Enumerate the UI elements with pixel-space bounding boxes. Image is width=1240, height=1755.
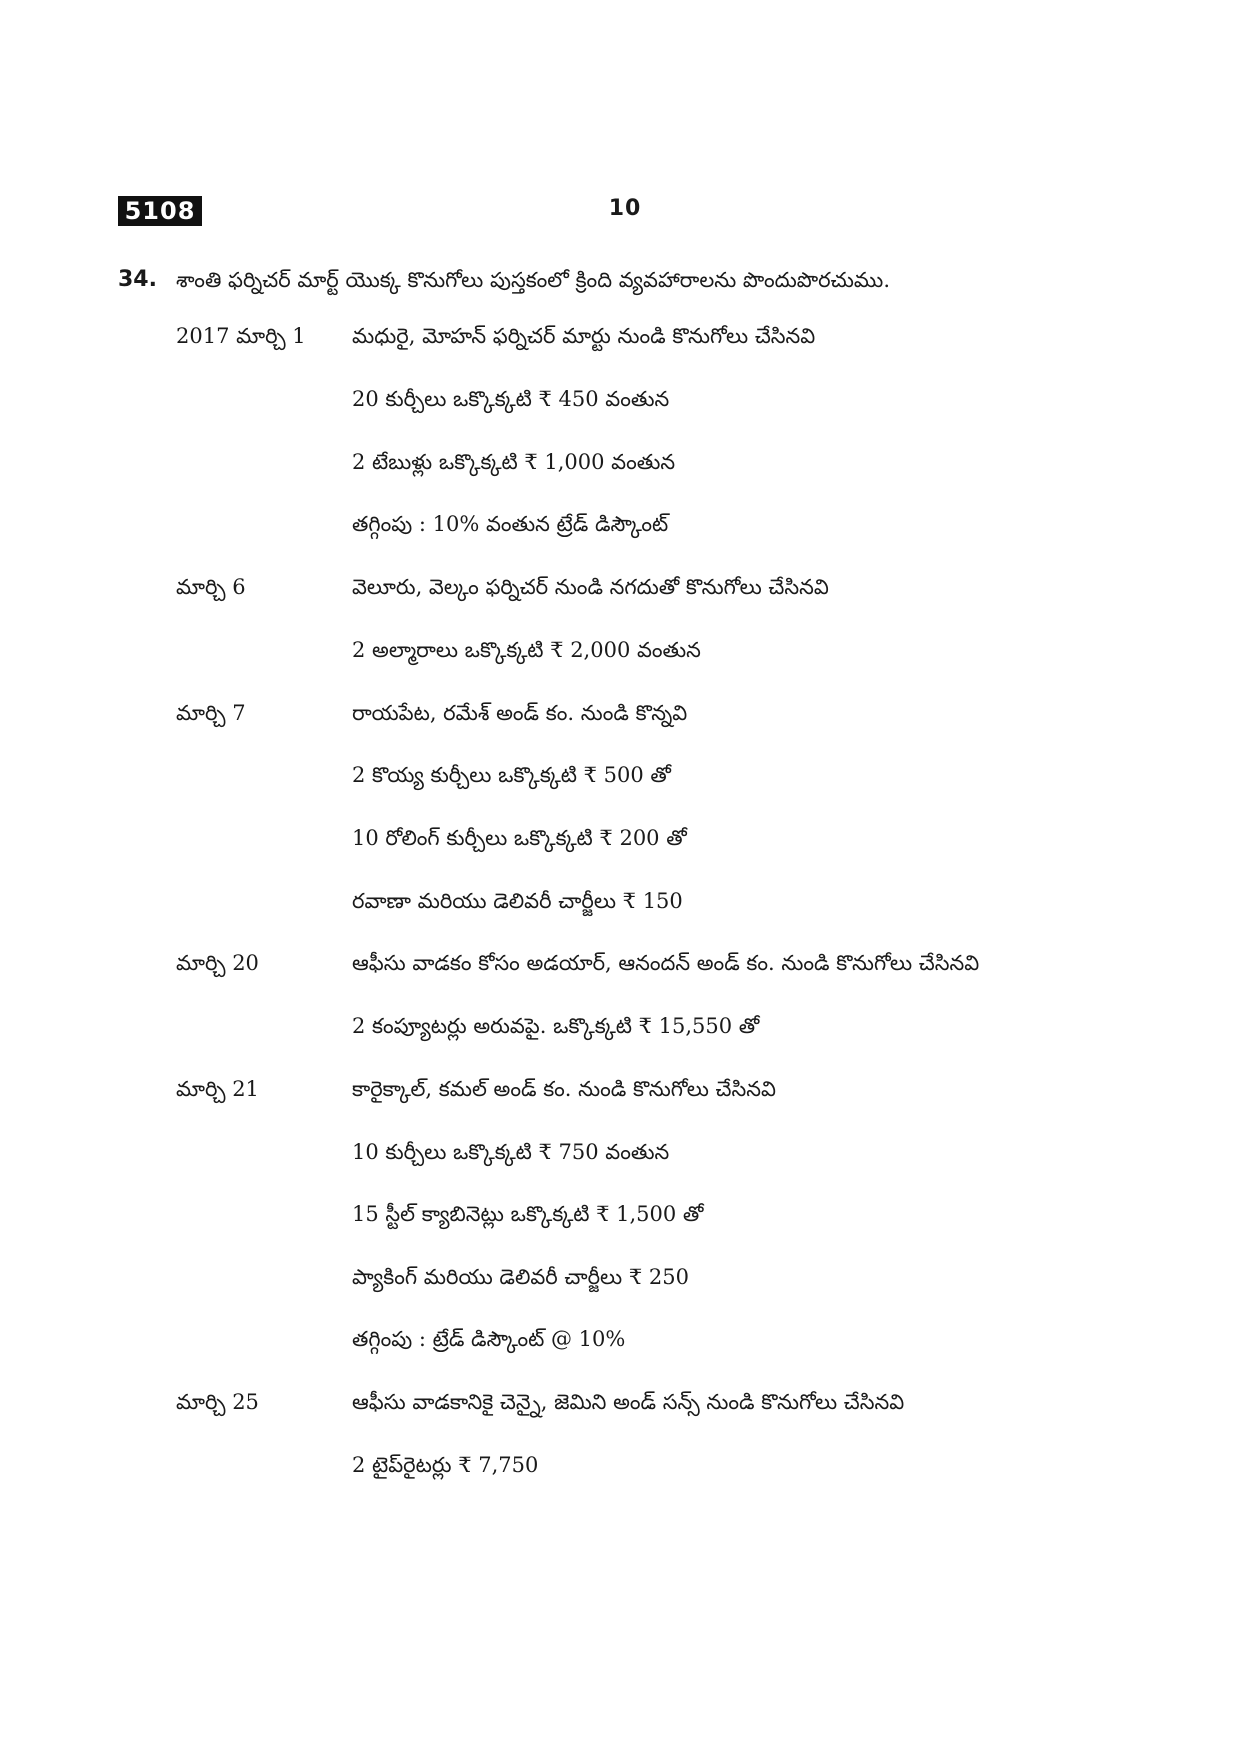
entry-line: తగ్గింపు : 10% వంతున ట్రేడ్ డిస్కౌంట్ [352,512,669,536]
page-number: 10 [608,196,642,221]
entry-line: వెలూరు, వెల్కం ఫర్నిచర్ నుండి నగదుతో కొనుగోలు చేసినవి [352,575,829,599]
entry-line: ప్యాకింగ్ మరియు డెలివరీ చార్జీలు ₹ 250 [352,1265,689,1289]
entry-line: 2 టైప్‌రైటర్లు ₹ 7,750 [352,1453,539,1477]
question-number: 34. [118,267,157,292]
entry-line: 2 కంప్యూటర్లు అరువపై. ఒక్కొక్కటి ₹ 15,550 తో [352,1014,760,1038]
entry-line: రవాణా మరియు డెలివరీ చార్జీలు ₹ 150 [352,889,683,913]
entry-date: మార్చి 25 [176,1390,259,1414]
entry-line: 2 అల్మారాలు ఒక్కొక్కటి ₹ 2,000 వంతున [352,638,701,662]
entry-line: రాయపేట, రమేశ్ అండ్ కం. నుండి కొన్నవి [352,701,688,725]
entry-line: 2 టేబుళ్లు ఒక్కొక్కటి ₹ 1,000 వంతున [352,450,676,474]
entry-date: మార్చి 21 [176,1077,259,1101]
entry-date: మార్చి 7 [176,701,246,725]
entry-line: కారైక్కాల్, కమల్ అండ్ కం. నుండి కొనుగోలు చేసినవి [352,1077,776,1101]
entry-date: మార్చి 6 [176,575,246,599]
paper-code-box: 5108 [118,196,202,226]
entry-date: మార్చి 20 [176,951,259,975]
entry-line: ఆఫీసు వాడకానికై చెన్నై, జెమిని అండ్ సన్స్ నుండి కొనుగోలు చేసినవి [352,1390,905,1414]
entry-line: 20 కుర్చీలు ఒక్కొక్కటి ₹ 450 వంతున [352,387,670,411]
entry-date: 2017 మార్చి 1 [176,324,306,348]
entry-line: మధురై, మోహన్ ఫర్నిచర్ మార్టు నుండి కొనుగోలు చేసినవి [352,324,816,348]
entry-line: 10 రోలింగ్ కుర్చీలు ఒక్కొక్కటి ₹ 200 తో [352,826,687,850]
entry-line: 10 కుర్చీలు ఒక్కొక్కటి ₹ 750 వంతున [352,1140,670,1164]
entry-line: 2 కొయ్య కుర్చీలు ఒక్కొక్కటి ₹ 500 తో [352,763,671,787]
entry-line: ఆఫీసు వాడకం కోసం అడయార్, ఆనందన్ అండ్ కం. నుండి కొనుగోలు చేసినవి [352,951,980,975]
entry-line: 15 స్టీల్ క్యాబినెట్లు ఒక్కొక్కటి ₹ 1,500 తో [352,1202,704,1226]
question-text: శాంతి ఫర్నిచర్ మార్ట్ యొక్క కొనుగోలు పుస్తకంలో క్రింది వ్యవహారాలను పొందుపొరచుము. [176,268,890,292]
entry-line: తగ్గింపు : ట్రేడ్ డిస్కౌంట్ @ 10% [352,1327,626,1351]
